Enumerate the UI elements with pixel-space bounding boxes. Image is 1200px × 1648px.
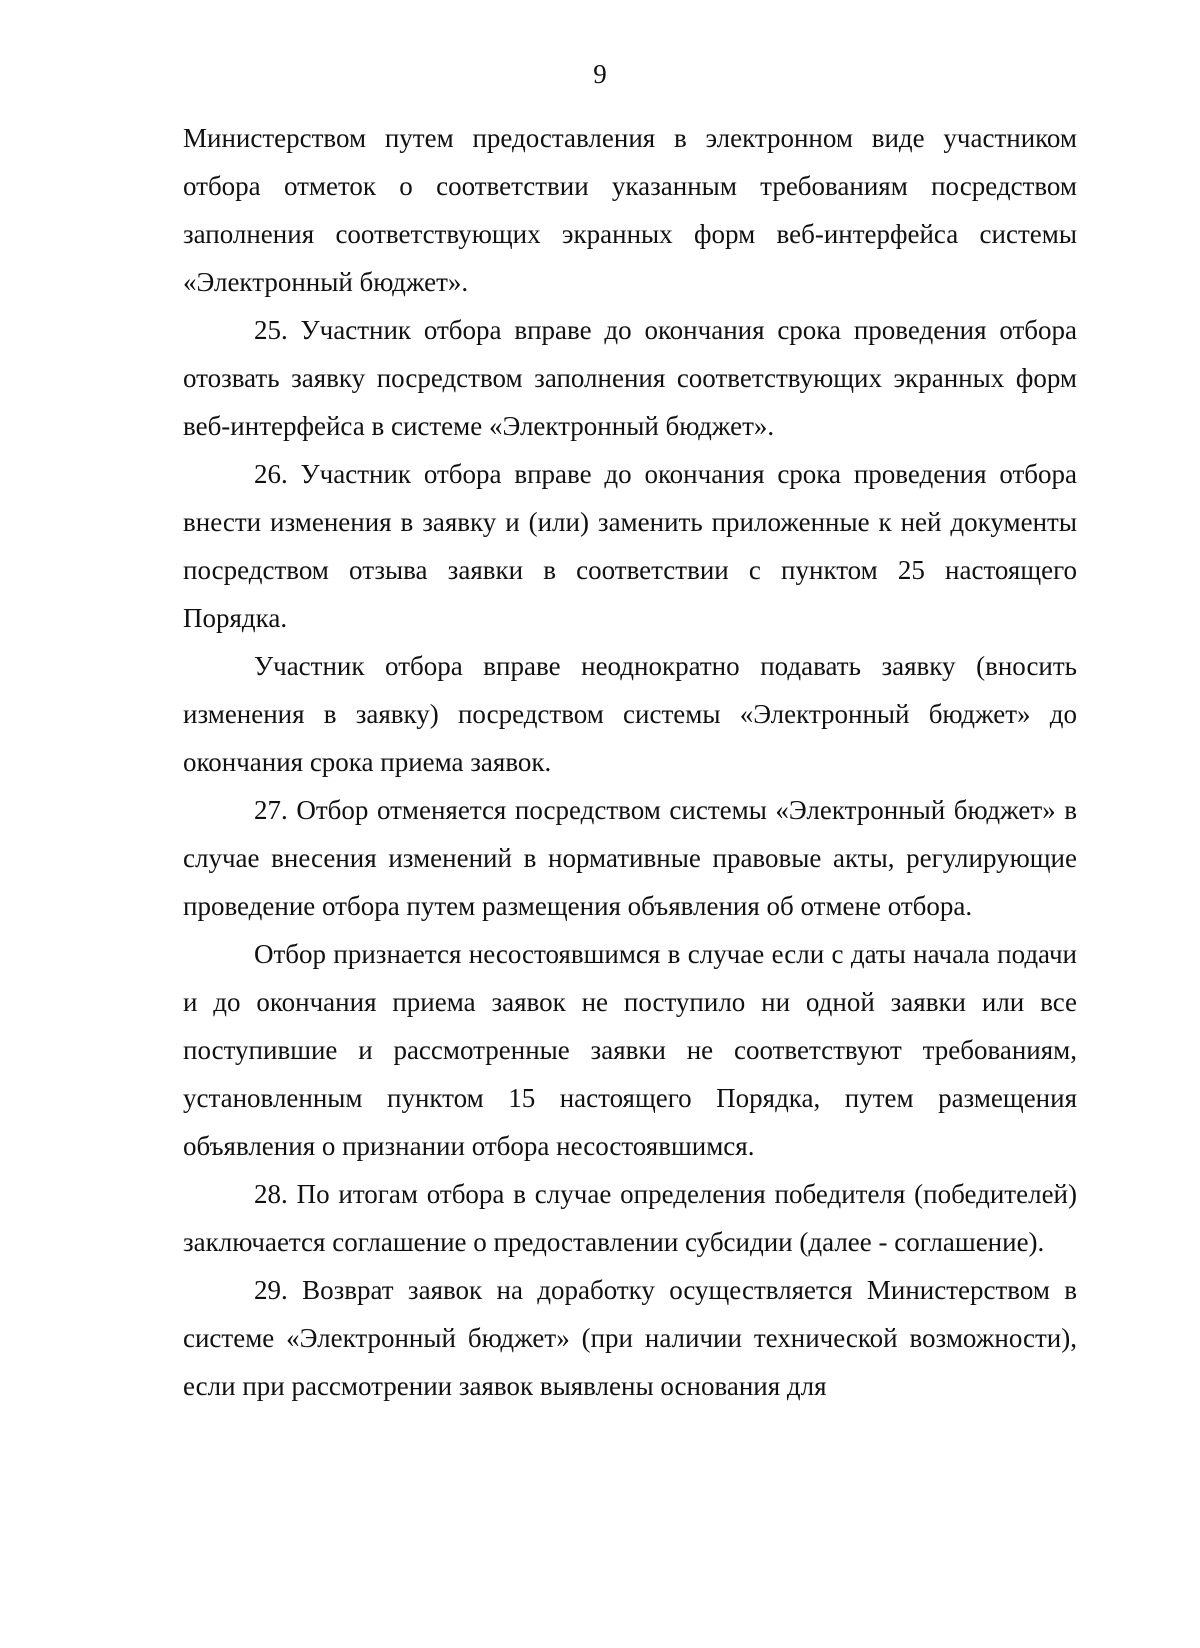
paragraph-25: 25. Участник отбора вправе до окончания срока проведения отбора отозвать заявку посредством заполнения соответствующих экранных форм веб-интерфейса в системе «Электронный бюджет». bbox=[183, 315, 1077, 441]
paragraph-27-second: Отбор признается несостоявшимся в случае если с даты начала подачи и до окончания приема заявок не поступило ни одной заявки или все поступившие и рассмотренные заявки не соответствуют требованиям, установленным пунктом 15 настоящего Порядка, путем размещения объявления о признании отбора несостоявшимся. bbox=[183, 939, 1077, 1161]
paragraph-28: 28. По итогам отбора в случае определения победителя (победителей) заключается соглашение о предоставлении субсидии (далее - соглашение). bbox=[183, 1179, 1077, 1257]
document-body bbox=[183, 114, 1077, 1410]
paragraph-continuation: Министерством путем предоставления в электронном виде участником отбора отметок о соответствии указанным требованиям посредством заполнения соответствующих экранных форм веб-интерфейса системы «Электронный бюджет». bbox=[183, 123, 1077, 297]
paragraph-26-second: Участник отбора вправе неоднократно подавать заявку (вносить изменения в заявку) посредством системы «Электронный бюджет» до окончания срока приема заявок. bbox=[183, 651, 1077, 777]
paragraph-26: 26. Участник отбора вправе до окончания срока проведения отбора внести изменения в заявку и (или) заменить приложенные к ней документы посредством отзыва заявки в соответствии с пунктом 25 настоящего Порядка. bbox=[183, 459, 1077, 633]
paragraph-29: 29. Возврат заявок на доработку осуществляется Министерством в системе «Электронный бюджет» (при наличии технической возможности), если при рассмотрении заявок выявлены основания для bbox=[183, 1275, 1077, 1401]
paragraph-27: 27. Отбор отменяется посредством системы «Электронный бюджет» в случае внесения изменений в нормативные правовые акты, регулирующие проведение отбора путем размещения объявления об отмене отбора. bbox=[183, 795, 1077, 921]
page-number: 9 bbox=[593, 59, 607, 89]
